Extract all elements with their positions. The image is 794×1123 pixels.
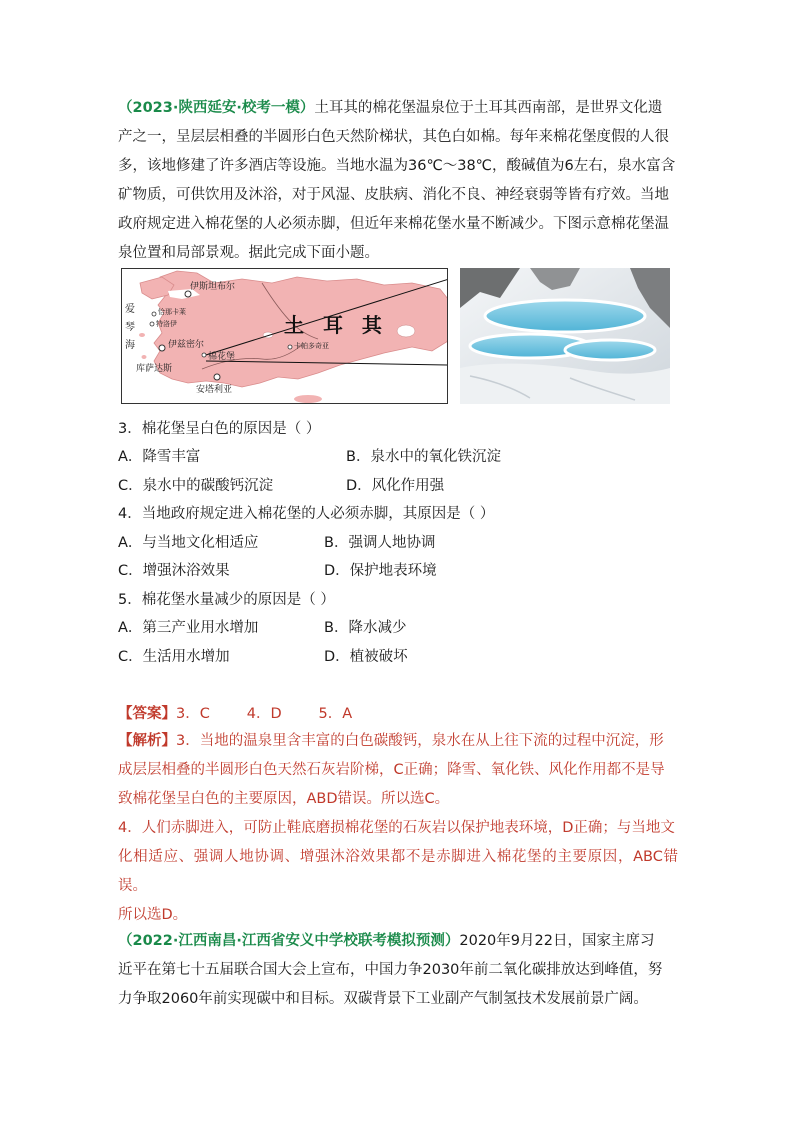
question-3-option-a: A．降雪丰富 bbox=[118, 449, 201, 465]
city-label-canakkale: 恰那卡莱 bbox=[158, 308, 186, 316]
question-3-option-b: B．泉水中的氧化铁沉淀 bbox=[346, 449, 501, 465]
pamukkale-photo bbox=[460, 268, 670, 404]
answer-line bbox=[118, 703, 352, 725]
analysis-first-line bbox=[118, 727, 678, 756]
city-dot-troy bbox=[150, 322, 154, 326]
question-3-stem: 3．棉花堡呈白色的原因是（ ） bbox=[118, 421, 321, 437]
turkey-map bbox=[121, 268, 448, 404]
analysis-line: 成层层相叠的半圆形白色天然石灰岩阶梯，C正确；降雪、氧化铁、风化作用都不是导 bbox=[118, 762, 665, 778]
city-label-troy: 特洛伊 bbox=[156, 320, 177, 328]
answer-label: 【答案】 bbox=[118, 706, 176, 722]
island bbox=[139, 333, 145, 337]
analysis-label: 【解析】 bbox=[118, 733, 176, 749]
passage-2-first-line bbox=[118, 927, 678, 956]
question-4-option-d: D．保护地表环境 bbox=[324, 563, 437, 579]
city-label-istanbul: 伊斯坦布尔 bbox=[190, 282, 236, 292]
analysis-line: 化相适应、强调人地协调、增强沐浴效果都不是赤脚进入棉花堡的主要原因，ABC错误。 bbox=[118, 849, 678, 894]
city-dot-canakkale bbox=[152, 312, 156, 316]
city-label-cappadocia: 卡帕多奇亚 bbox=[294, 342, 329, 350]
analysis-line: 4．人们赤脚进入，可防止鞋底磨损棉花堡的石灰岩以保护地表环境，D正确；与当地文 bbox=[118, 820, 675, 836]
sea-label: 爱琴海 bbox=[125, 304, 135, 351]
city-dot-cappadocia bbox=[288, 345, 292, 349]
city-label-kusadasi: 库萨达斯 bbox=[136, 364, 173, 374]
question-5-option-c: C．生活用水增加 bbox=[118, 649, 230, 665]
cyprus bbox=[294, 395, 322, 403]
source-tag: （2022·江西南昌·江西省安义中学校联考模拟预测） bbox=[118, 933, 460, 949]
analysis-line: 3．当地的温泉里含丰富的白色碳酸钙，泉水在从上往下流的过程中沉淀，形 bbox=[176, 733, 664, 749]
source-tag: （2023·陕西延安·校考一模） bbox=[118, 100, 315, 116]
map-title: 土 耳 其 bbox=[284, 313, 388, 337]
question-4-option-a: A．与当地文化相适应 bbox=[118, 535, 259, 551]
city-dot-pamukkale bbox=[202, 353, 206, 357]
passage-lead: 土耳其的棉花堡温泉位于土耳其西南部，是世界文化遗 bbox=[314, 100, 663, 116]
passage-line: 产之一，呈层层相叠的半圆形白色天然阶梯状，其色白如棉。每年来棉花堡度假的人很 bbox=[118, 129, 669, 145]
passage-line: 政府规定进入棉花堡的人必须赤脚，但近年来棉花堡水量不断减少。下图示意棉花堡温 bbox=[118, 216, 669, 232]
city-dot-antalya bbox=[214, 374, 220, 380]
passage-line: 多，该地修建了许多酒店等设施。当地水温为36℃～38℃，酸碱值为6左右，泉水富含 bbox=[118, 158, 676, 174]
question-3-option-d: D．风化作用强 bbox=[346, 478, 445, 494]
city-label-izmir: 伊兹密尔 bbox=[168, 340, 205, 350]
analysis-block bbox=[118, 727, 678, 930]
passage-line: 泉位置和局部景观。据此完成下面小题。 bbox=[118, 245, 379, 261]
city-label-antalya: 安塔利亚 bbox=[196, 385, 233, 395]
lake-van bbox=[397, 325, 415, 337]
question-5-option-a: A．第三产业用水增加 bbox=[118, 620, 259, 636]
question-4-stem: 4．当地政府规定进入棉花堡的人必须赤脚，其原因是（ ） bbox=[118, 506, 495, 522]
passage-2 bbox=[118, 927, 678, 1014]
city-label-pamukkale: 棉花堡 bbox=[208, 352, 236, 362]
question-4-option-c: C．增强沐浴效果 bbox=[118, 563, 230, 579]
passage-lead: 2020年9月22日，国家主席习 bbox=[459, 933, 655, 949]
answer-text: 3．C 4．D 5．A bbox=[176, 706, 353, 722]
analysis-line: 所以选D。 bbox=[118, 907, 188, 923]
question-4-option-b: B．强调人地协调 bbox=[324, 535, 436, 551]
question-5-option-b: B．降水减少 bbox=[324, 620, 407, 636]
passage-line: 力争取2060年前实现碳中和目标。双碳背景下工业副产气制氢技术发展前景广阔。 bbox=[118, 991, 648, 1007]
analysis-line: 致棉花堡呈白色的主要原因，ABD错误。所以选C。 bbox=[118, 791, 450, 807]
pamukkale-illustration bbox=[460, 268, 670, 404]
island bbox=[142, 355, 147, 359]
passage-1-first-line bbox=[118, 94, 678, 123]
question-5-option-d: D．植被破坏 bbox=[324, 649, 408, 665]
passage-line: 矿物质，可供饮用及沐浴，对于风湿、皮肤病、消化不良、神经衰弱等皆有疗效。当地 bbox=[118, 187, 669, 203]
question-5-stem: 5．棉花堡水量减少的原因是（ ） bbox=[118, 592, 335, 608]
question-3-option-c: C．泉水中的碳酸钙沉淀 bbox=[118, 478, 274, 494]
passage-1 bbox=[118, 94, 678, 268]
city-dot-izmir bbox=[159, 345, 165, 351]
passage-line: 近平在第七十五届联合国大会上宣布，中国力争2030年前二氧化碳排放达到峰值，努 bbox=[118, 962, 663, 978]
